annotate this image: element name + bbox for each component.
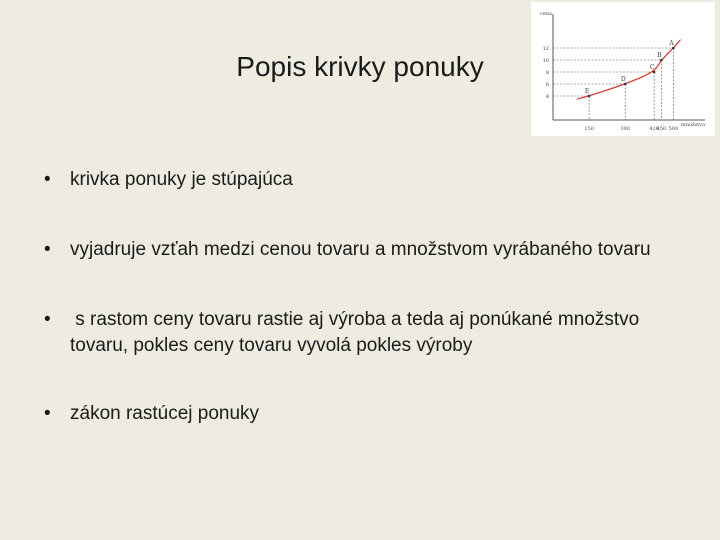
x-tick-label: 300 bbox=[620, 126, 630, 132]
bullet-marker: • bbox=[44, 309, 51, 330]
data-point bbox=[588, 95, 591, 98]
bullet-marker: • bbox=[44, 239, 51, 260]
bullet-text: zákon rastúcej ponuky bbox=[70, 403, 260, 424]
point-label: B bbox=[657, 52, 662, 59]
slide-title: Popis krivky ponuky bbox=[236, 51, 484, 82]
data-point bbox=[624, 83, 627, 86]
x-tick-label: 500 bbox=[668, 126, 679, 132]
bullet-marker: • bbox=[44, 403, 51, 424]
y-tick-label: 10 bbox=[542, 58, 549, 64]
y-tick-label: 4 bbox=[545, 94, 549, 100]
bullet-text: vyjadruje vzťah medzi cenou tovaru a množstvom vyrábaného tovaru bbox=[70, 239, 651, 260]
data-point bbox=[660, 59, 663, 62]
y-tick-label: 8 bbox=[545, 70, 549, 76]
point-label: D bbox=[620, 76, 626, 83]
y-tick-label: 12 bbox=[542, 46, 549, 52]
x-axis-label: množstvo bbox=[680, 122, 706, 128]
y-axis-label: cena bbox=[540, 11, 552, 17]
y-tick-label: 6 bbox=[545, 82, 549, 88]
data-point bbox=[653, 71, 656, 74]
bullet-item bbox=[44, 167, 694, 193]
data-point bbox=[672, 47, 675, 50]
supply-curve-svg bbox=[531, 2, 715, 136]
bullet-item bbox=[44, 237, 694, 263]
supply-curve-chart bbox=[531, 2, 715, 136]
bullet-text: krivka ponuky je stúpajúca bbox=[70, 169, 293, 190]
supply-curve-line bbox=[577, 40, 681, 99]
x-tick-label: 420 bbox=[649, 126, 659, 132]
x-tick-label: 150 bbox=[584, 126, 594, 132]
bullet-item bbox=[44, 307, 694, 359]
bullet-marker: • bbox=[44, 169, 51, 190]
point-label: C bbox=[649, 64, 655, 71]
x-tick-label: 450 bbox=[656, 126, 667, 132]
bullet-text: s rastom ceny tovaru rastie aj výroba a teda aj ponúkané množstvo tovaru, pokles ceny tovaru vyvolá pokles výroby bbox=[70, 309, 645, 356]
point-label: E bbox=[584, 88, 590, 95]
bullet-list bbox=[44, 160, 694, 427]
point-label: A bbox=[669, 40, 674, 47]
bullet-item bbox=[44, 401, 694, 427]
